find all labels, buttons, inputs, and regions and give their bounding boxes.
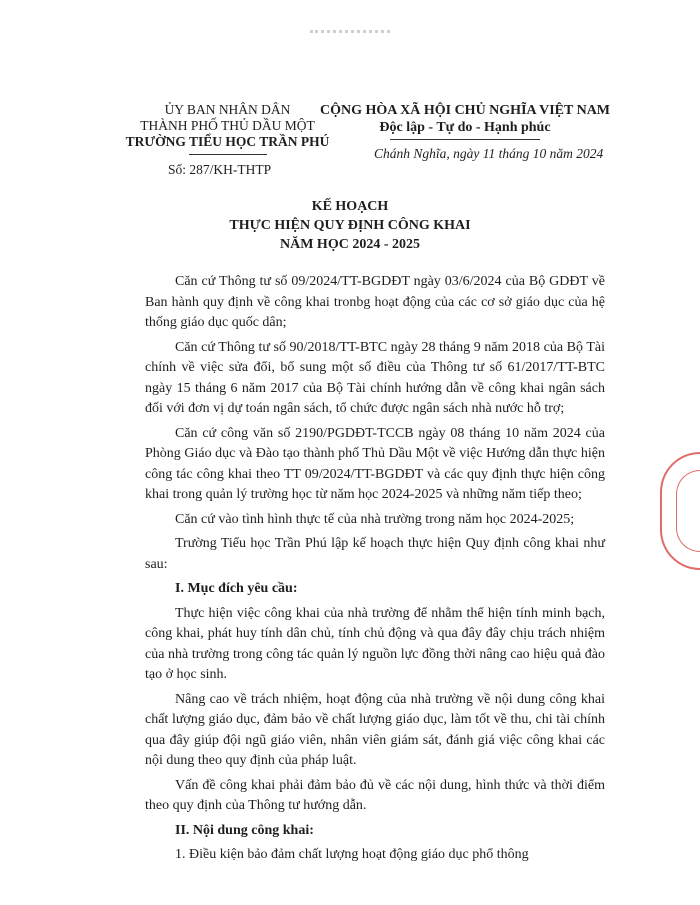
date-line: Chánh Nghĩa, ngày 11 tháng 10 năm 2024: [374, 146, 604, 161]
paragraph: 1. Điều kiện bảo đảm chất lượng hoạt động giáo dục phổ thông: [175, 847, 529, 862]
org-underline: [189, 154, 267, 155]
nation-line-2: Độc lập - Tự do - Hạnh phúc: [379, 120, 551, 135]
org-line-1: ỦY BAN NHÂN DÂN: [164, 102, 291, 117]
red-seal-inner-ring: [676, 470, 700, 552]
paragraph: Vấn đề công khai phải đảm bảo đủ về các nội dung, hình thức và thời điểm theo quy định của Thông tư hướng dẫn.: [145, 777, 605, 813]
nation-line-1: CỘNG HÒA XÃ HỘI CHỦ NGHĨA VIỆT NAM: [320, 103, 611, 118]
paragraph: Căn cứ công văn số 2190/PGDĐT-TCCB ngày 08 tháng 10 năm 2024 của Phòng Giáo dục và Đào tạo thành phố Thủ Dầu Một về việc Hướng dẫn thực hiện công tác công khai theo TT 09/2024/TT-BGDĐT và các quy định thực hiện công khai trong quản lý trường học từ năm học 2024-2025 và những năm tiếp theo;: [145, 425, 605, 502]
paragraph: Căn cứ Thông tư số 90/2018/TT-BTC ngày 28 tháng 9 năm 2018 của Bộ Tài chính về việc sửa đổi, bổ sung một số điều của Thông tư số 61/2017/TT-BTC ngày 15 tháng 6 năm 2017 của Bộ Tài chính hướng dẫn về công khai ngân sách đối với đơn vị dự toán ngân sách, tổ chức được ngân sách nhà nước hỗ trợ;: [145, 339, 605, 416]
issuing-organization: [120, 102, 335, 155]
paragraph: Nâng cao về trách nhiệm, hoạt động của nhà trường về nội dung công khai chất lượng giáo dục, đảm bảo về chất lượng giáo dục, làm tốt về thu, chi tài chính qua đây giúp đội ngũ giáo viên, nhân viên giám sát, đánh giá việc công khai các nội dung theo quy định của pháp luật.: [145, 691, 605, 768]
scan-artifact: [310, 30, 390, 43]
section-heading: I. Mục đích yêu cầu:: [175, 581, 298, 596]
org-line-3: TRƯỜNG TIỂU HỌC TRẦN PHÚ: [125, 134, 330, 149]
org-line-2: THÀNH PHỐ THỦ DẦU MỘT: [140, 118, 315, 133]
paragraph: Căn cứ vào tình hình thực tế của nhà trường trong năm học 2024-2025;: [175, 511, 575, 527]
motto-underline: [390, 139, 540, 140]
document-number: Số: 287/KH-THTP: [168, 162, 272, 177]
section-heading: II. Nội dung công khai:: [175, 822, 314, 838]
title-line-2: THỰC HIỆN QUY ĐỊNH CÔNG KHAI: [229, 218, 471, 233]
document-title: [0, 197, 700, 254]
document-body: [145, 272, 605, 870]
paragraph: Trường Tiểu học Trần Phú lập kế hoạch thực hiện Quy định công khai như sau:: [145, 536, 605, 572]
paragraph: Căn cứ Thông tư số 09/2024/TT-BGDĐT ngày 03/6/2024 của Bộ GDĐT về Ban hành quy định về công khai tronbg hoạt động của các cơ sở giáo dục của hệ thống giáo dục quốc dân;: [145, 274, 605, 330]
title-line-1: KẾ HOẠCH: [311, 199, 389, 214]
title-line-3: NĂM HỌC 2024 - 2025: [280, 237, 420, 252]
national-motto: [320, 102, 610, 140]
paragraph: Thực hiện việc công khai của nhà trường để nhằm thể hiện tính minh bạch, công khai, phát huy tính dân chủ, tính chủ động và qua đây đây chịu trách nhiệm của nhà trường trong công tác quản lý nguồn lực đồng thời nâng cao hiệu quả đào tạo ở học sinh.: [145, 605, 605, 682]
document-header: [0, 102, 700, 182]
